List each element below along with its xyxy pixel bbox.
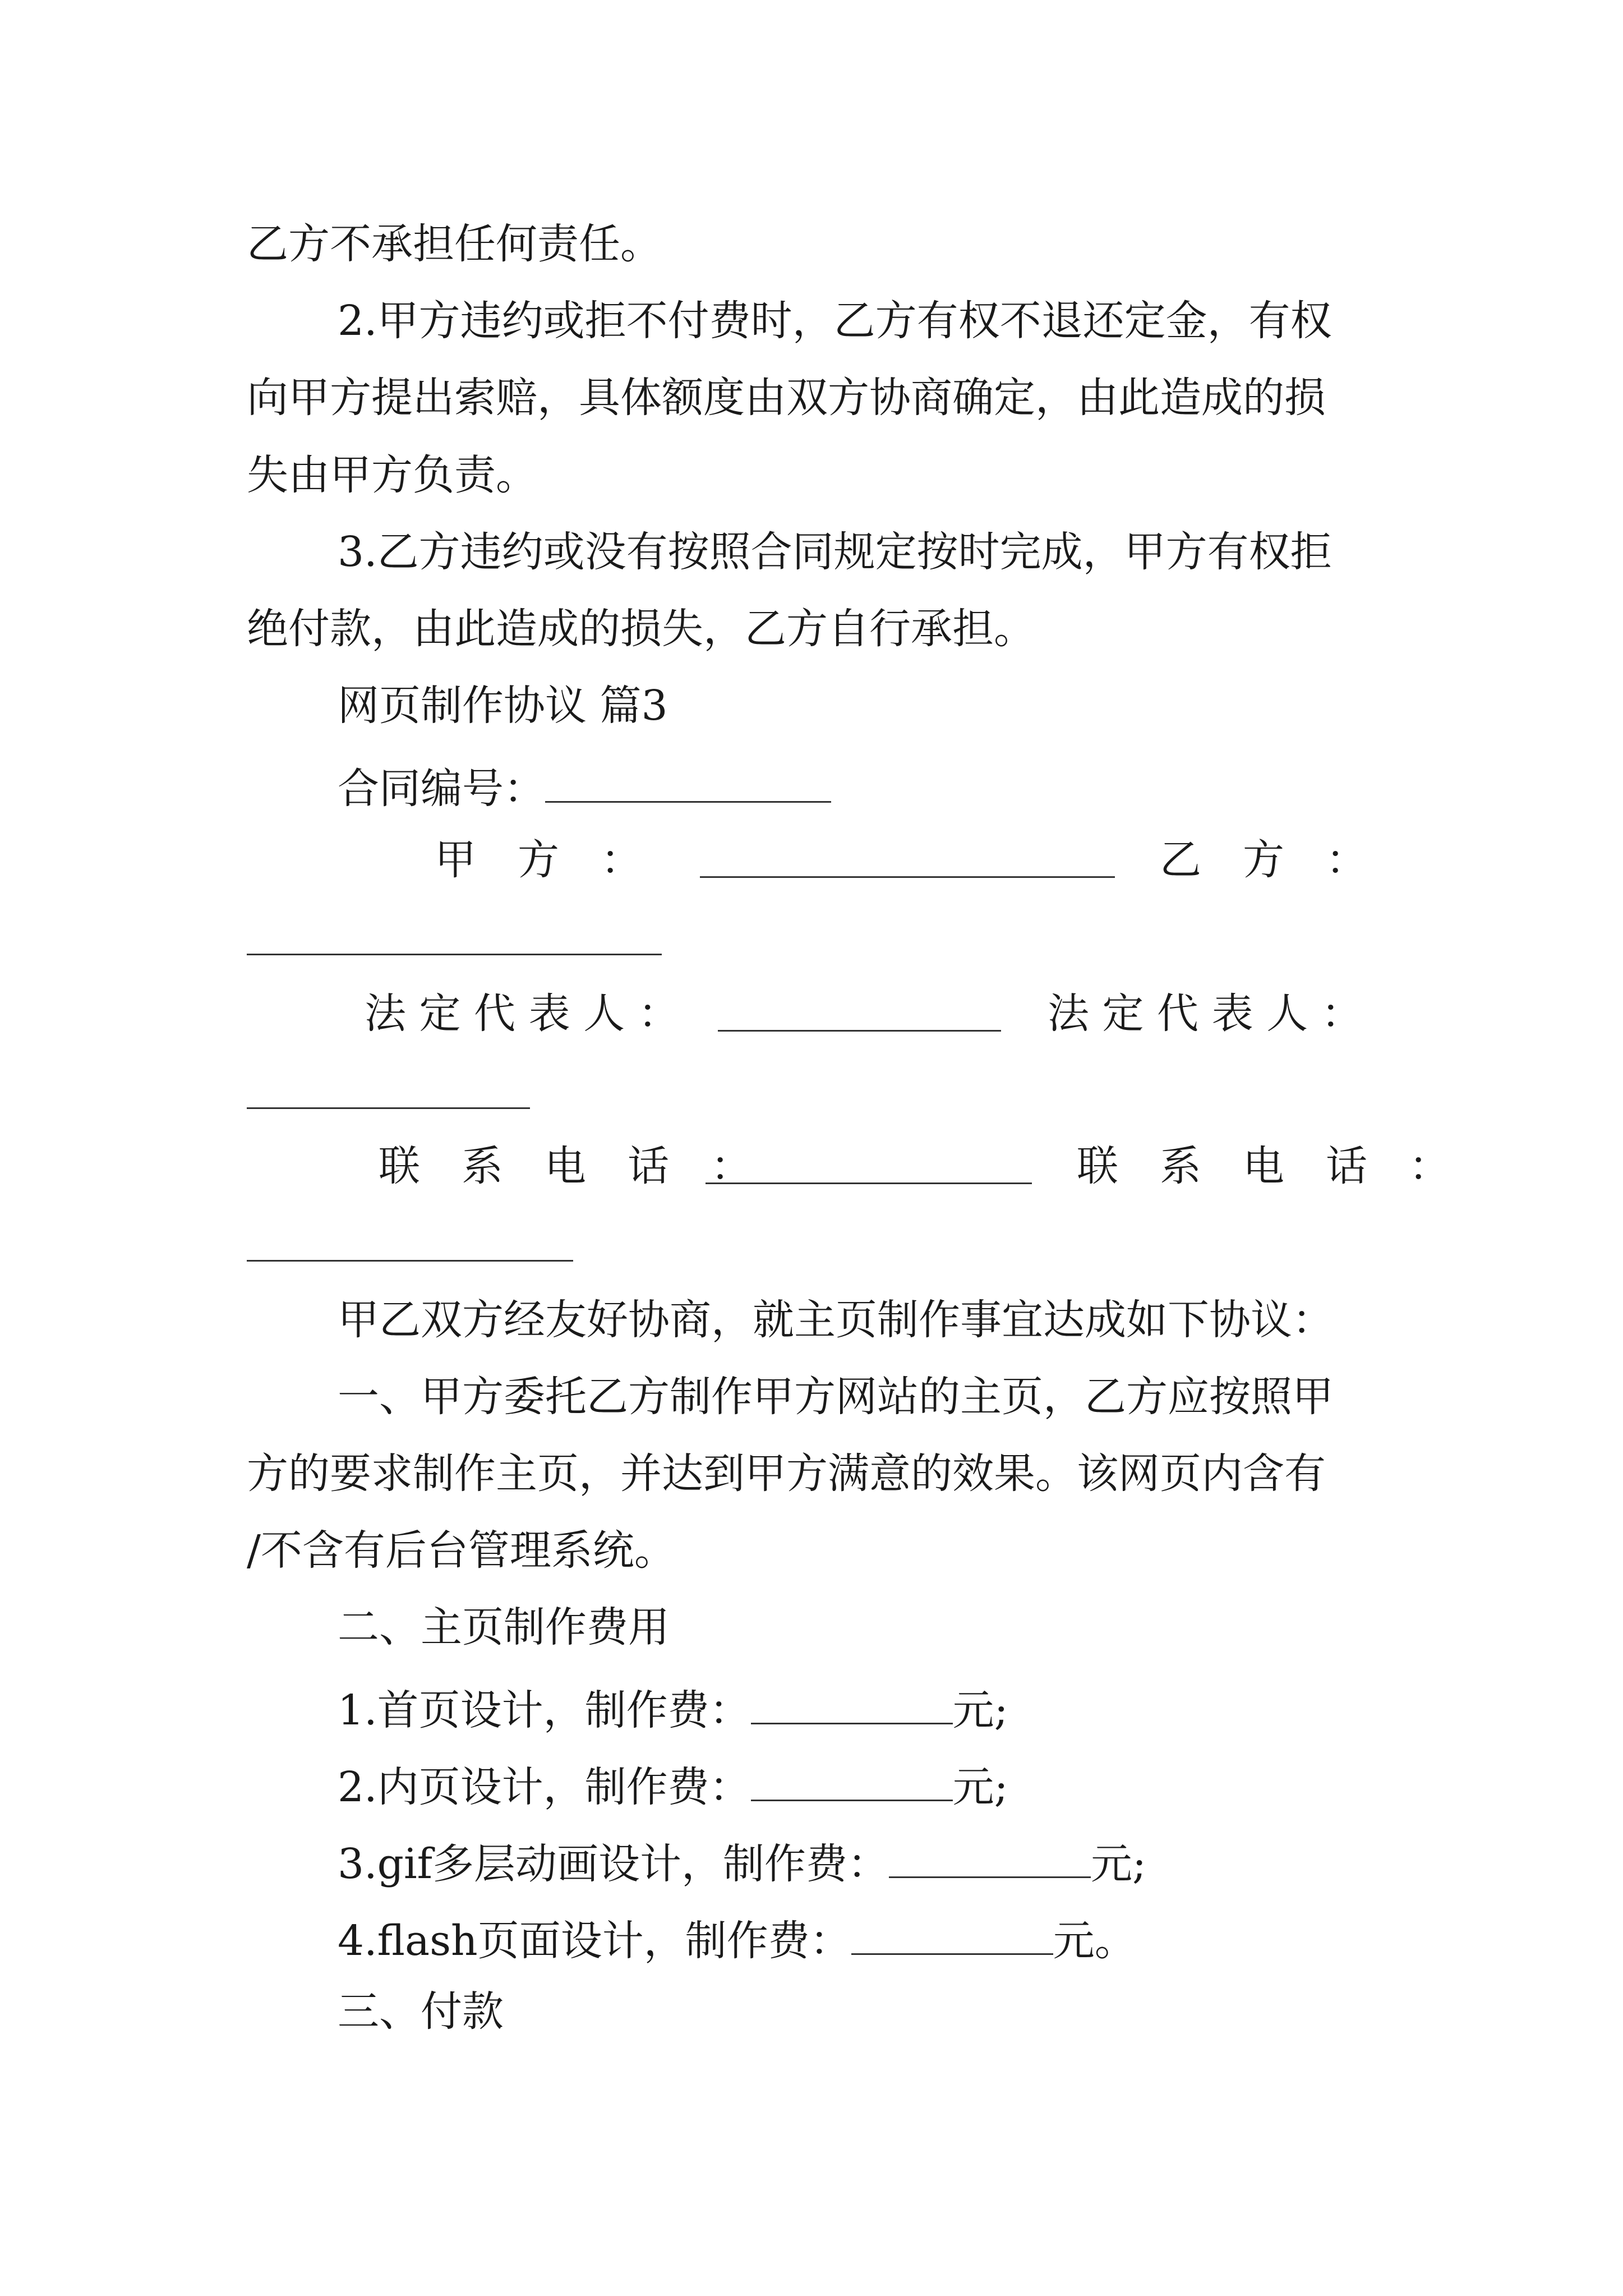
fee-item-label: 3.gif多层动画设计，制作费：: [338, 1840, 889, 1888]
fee-item-label: 4.flash页面设计，制作费：: [338, 1917, 851, 1965]
contract-no-label: [338, 762, 831, 813]
fee-unit: 元。: [1053, 1917, 1136, 1965]
clause-2-heading: 二、主页制作费用: [338, 1603, 670, 1651]
fee-item-1: [338, 1683, 1008, 1734]
intro-paragraph: 甲乙双方经友好协商，就主页制作事宜达成如下协议：: [338, 1296, 1334, 1344]
fee-item-label: 2.内页设计，制作费：: [338, 1763, 751, 1811]
party-b-blank: [247, 954, 662, 955]
phone-a-blank: [706, 1182, 1032, 1184]
section-heading: 网页制作协议 篇3: [338, 682, 668, 730]
fee-unit: 元;: [952, 1763, 1008, 1811]
party-a-blank: [700, 876, 1115, 878]
fee-unit: 元;: [1091, 1840, 1146, 1888]
party-b-label: 乙 方 ：: [1160, 836, 1367, 884]
phone-b-blank: [247, 1260, 573, 1262]
legal-rep-a-label: 法 定 代 表 人 ：: [365, 990, 680, 1038]
text-line: 向甲方提出索赔，具体额度由双方协商确定，由此造成的损: [247, 374, 1326, 422]
fee-item-label: 1.首页设计，制作费：: [338, 1686, 751, 1734]
text-line: 失由甲方负责。: [247, 451, 537, 499]
contract-no-text: 合同编号：: [338, 765, 545, 813]
fee-blank: [751, 1760, 953, 1801]
clause-1-line: /不含有后台管理系统。: [247, 1526, 676, 1575]
phone-b-label: 联 系 电 话 ：: [1077, 1142, 1450, 1190]
fee-item-4: [338, 1914, 1136, 1965]
text-line: 2.甲方违约或拒不付费时，乙方有权不退还定金，有权: [338, 297, 1332, 345]
fee-blank: [889, 1837, 1091, 1878]
clause-1-line: 一、甲方委托乙方制作甲方网站的主页，乙方应按照甲: [338, 1373, 1334, 1421]
text-line: 3.乙方违约或没有按照合同规定按时完成，甲方有权拒: [338, 528, 1332, 576]
fee-item-2: [338, 1760, 1008, 1811]
fee-unit: 元;: [952, 1686, 1008, 1734]
legal-rep-a-blank: [718, 1030, 1001, 1032]
contract-no-blank: [545, 762, 831, 803]
fee-blank: [751, 1683, 953, 1724]
phone-a-label: 联 系 电 话 ：: [379, 1142, 752, 1190]
fee-item-3: [338, 1837, 1146, 1888]
legal-rep-b-blank: [247, 1107, 530, 1109]
legal-rep-b-label: 法 定 代 表 人 ：: [1048, 990, 1363, 1038]
clause-1-line: 方的要求制作主页，并达到甲方满意的效果。该网页内含有: [247, 1450, 1326, 1498]
text-line: 绝付款，由此造成的损失，乙方自行承担。: [247, 605, 1035, 653]
text-line: 乙方不承担任何责任。: [247, 220, 662, 268]
party-a-label: 甲 方 ：: [435, 836, 642, 884]
clause-3-heading: 三、付款: [338, 1987, 504, 2036]
fee-blank: [851, 1914, 1053, 1955]
